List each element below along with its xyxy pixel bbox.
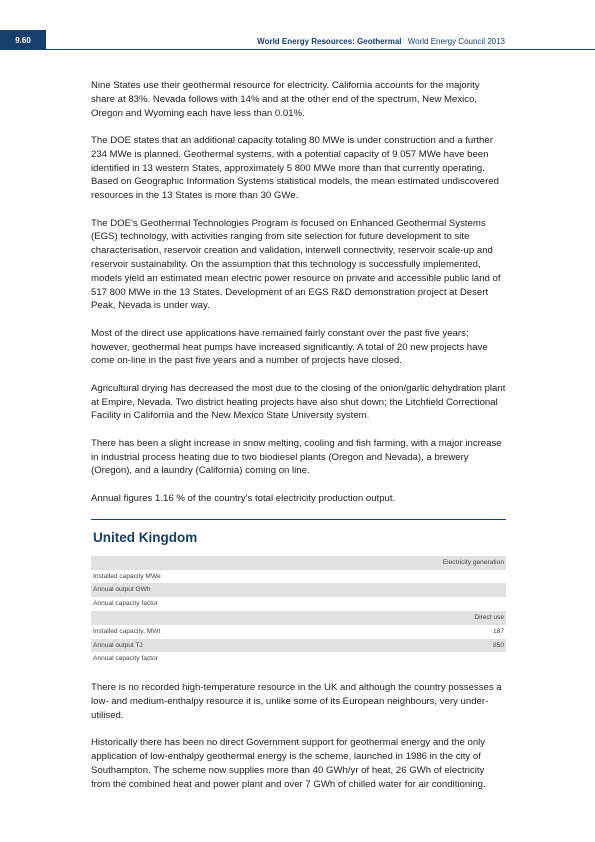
row-label: Annual output GWh xyxy=(91,583,434,597)
main-content xyxy=(91,79,506,805)
row-label: Installed capacity MWe xyxy=(93,572,161,580)
table-header-row xyxy=(91,611,506,625)
paragraph: Nine States use their geothermal resource for electricity. California accounts for the majority share at 83%. Nevada follows with 14% and at the other end of the spectrum, New Mexico, Oregon and Wyoming each have less than 0.01%. xyxy=(91,80,480,119)
paragraph: There is no recorded high-temperature resource in the UK and although the country possesses a low- and medium-enthalpy resource it is, unlike some of its European neighbours, very under-utilised. xyxy=(91,682,502,721)
section-divider xyxy=(91,519,506,520)
geothermal-data-table xyxy=(91,556,506,666)
paragraph: There has been a slight increase in snow melting, cooling and fish farming, with a major increase in industrial process heating due to two biodiesel plants (Oregon and Nevada), a brewery (Oregon), and a laundry (California) coming on line. xyxy=(91,437,502,477)
row-label: Annual capacity factor xyxy=(93,600,158,608)
row-value xyxy=(434,652,506,666)
row-value: 187 xyxy=(492,627,504,635)
table-row xyxy=(91,652,506,666)
running-header xyxy=(257,37,505,46)
section-title: United Kingdom xyxy=(93,530,198,546)
header-rule xyxy=(46,49,595,50)
table-row xyxy=(91,597,506,611)
direct-use-header: Direct use xyxy=(91,611,506,625)
page-number: 9.60 xyxy=(0,30,46,50)
electricity-generation-header: Electricity generation xyxy=(91,556,506,570)
row-label: Installed capacity, MWt xyxy=(93,627,161,635)
paragraph: The DOE's Geothermal Technologies Program is focused on Enhanced Geothermal Systems (EGS) technology, with activities ranging from site selection for future development to site characterisation, reservoir creation and validation, interwell connectivity, reservoir scale-up and reservoir sustainability. On the assumption that this technology is successfully implemented, models yield an estimated mean electric power resource on private and accessible public land of 517 800 MWe in the 13 States. Development of an EGS R&D demonstration project at Desert Peak, Nevada is under way. xyxy=(91,217,501,312)
row-value xyxy=(434,597,506,611)
paragraph: Most of the direct use applications have remained fairly constant over the past five years; however, geothermal heat pumps have increased significantly. A total of 20 new projects have come on-line in the past five years and a number of projects have closed. xyxy=(91,327,488,367)
table-row xyxy=(91,625,506,639)
table-row xyxy=(91,570,506,584)
table-row xyxy=(91,583,506,597)
paragraph: Annual figures 1.16 % of the country's total electricity production output. xyxy=(91,492,396,504)
organization-name: World Energy Council 2013 xyxy=(407,37,505,46)
row-value xyxy=(434,570,506,584)
paragraph: Historically there has been no direct Government support for geothermal energy and the only application of low-enthalpy geothermal energy is the scheme, launched in 1986 in the city of Southampton. The scheme now supplies more than 40 GWh/yr of heat, 26 GWh of electricity from the combined heat and power plant and over 7 GWh of chilled water for air conditioning. xyxy=(91,737,486,790)
publication-title: World Energy Resources: Geothermal xyxy=(257,37,402,46)
table-header-row xyxy=(91,556,506,570)
row-value xyxy=(434,583,506,597)
row-label: Annual output TJ xyxy=(91,639,434,653)
row-label: Annual capacity factor xyxy=(93,655,158,663)
paragraph: Agricultural drying has decreased the most due to the closing of the onion/garlic dehydration plant at Empire, Nevada. Two district heating projects have also shut down; the Litchfield Correctional Facility in California and the New Mexico State University system. xyxy=(91,382,506,422)
table-row xyxy=(91,639,506,653)
paragraph: The DOE states that an additional capacity totaling 80 MWe is under construction and a further 234 MWe is planned. Geothermal systems, with a potential capacity of 9 057 MWe have been identified in 13 western States, approximately 5 800 MWe more than that currently operating. Based on Geographic Information Systems statistical models, the mean estimated undiscovered resources in the 13 States is more than 30 GWe. xyxy=(91,134,499,202)
row-value: 850 xyxy=(434,639,506,653)
